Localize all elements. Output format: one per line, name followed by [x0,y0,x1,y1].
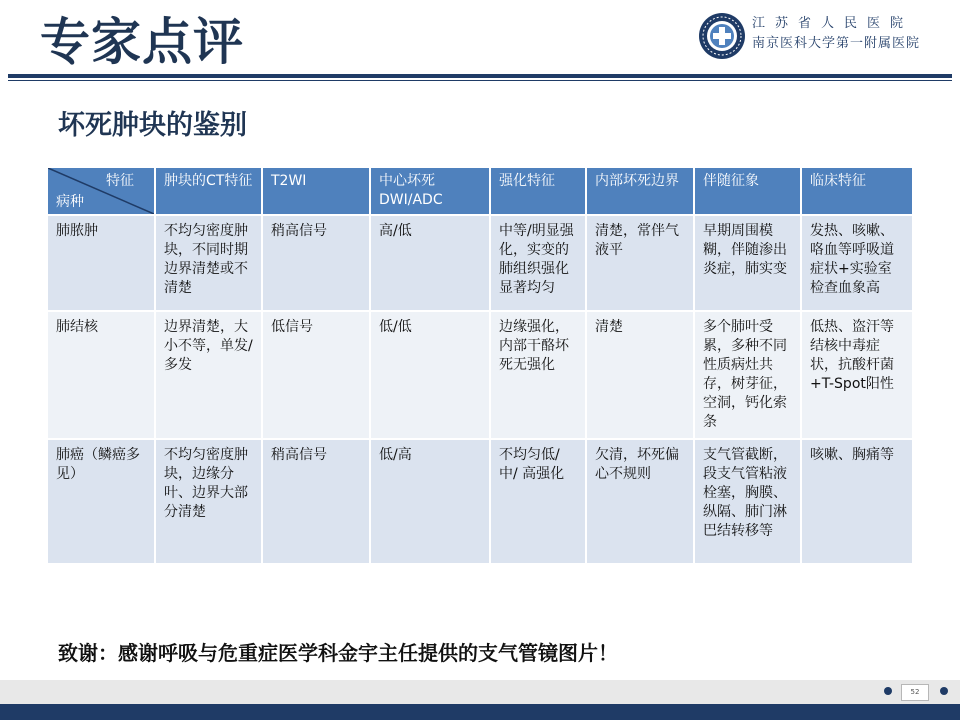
corner-feature-label: 特征 [106,173,134,189]
footer-bar [0,680,960,704]
header-divider [8,74,952,78]
table-cell: 稍高信号 [262,215,370,311]
column-header: 临床特征 [801,168,912,215]
acknowledgement-text: 致谢：感谢呼吸与危重症医学科金宇主任提供的支气管镜图片！ [58,641,618,665]
table-cell: 中等/明显强化，实变的肺组织强化显著均匀 [490,215,586,311]
table-cell: 不均匀密度肿块，边缘分叶、边界大部分清楚 [155,439,262,563]
table-cell: 低信号 [262,311,370,439]
table-cell: 早期周围模糊，伴随渗出炎症，肺实变 [694,215,801,311]
slide-subtitle: 坏死肿块的鉴别 [58,110,247,141]
table-cell: 不均匀密度肿块，不同时期边界清楚或不清楚 [155,215,262,311]
column-header: 伴随征象 [694,168,801,215]
page-title: 专家点评 [40,13,244,71]
page-number: 52 [901,684,929,701]
table-cell: 低/低 [370,311,490,439]
table-cell: 高/低 [370,215,490,311]
hospital-logo-icon [698,12,746,60]
header-divider-thin [8,80,952,81]
column-header: 内部坏死边界 [586,168,694,215]
table-cell: 多个肺叶受累，多种不同性质病灶共存，树芽征，空洞，钙化索条 [694,311,801,439]
column-header: T2WI [262,168,370,215]
table-cell: 边界清楚，大小不等，单发/多发 [155,311,262,439]
row-disease: 肺癌（鳞癌多见） [48,439,155,563]
row-disease: 肺结核 [48,311,155,439]
table-row [48,311,912,439]
table-cell: 不均匀低/中/ 高强化 [490,439,586,563]
hospital-name-line2: 南京医科大学第一附属医院 [752,36,921,51]
corner-disease-label: 病种 [56,194,84,210]
hospital-name [752,14,942,54]
column-header: 中心坏死DWI/ADC [370,168,490,215]
column-header: 肿块的CT特征 [155,168,262,215]
table-cell: 清楚 [586,311,694,439]
table-cell: 低热、盗汗等结核中毒症状，抗酸杆菌+T-Spot阳性 [801,311,912,439]
table-row [48,215,912,311]
table-cell: 支气管截断，段支气管粘液栓塞，胸膜、纵隔、肺门淋巴结转移等 [694,439,801,563]
table-cell: 稍高信号 [262,439,370,563]
table-cell: 欠清，坏死偏心不规则 [586,439,694,563]
footer-dot-icon [940,687,948,695]
hospital-name-line1: 江苏省人民医院 [752,16,914,31]
table-cell: 低/高 [370,439,490,563]
table-cell: 发热、咳嗽、咯血等呼吸道症状+实验室检查血象高 [801,215,912,311]
table-corner-cell [48,168,155,215]
footer-band [0,704,960,720]
table-cell: 咳嗽、胸痛等 [801,439,912,563]
table-row [48,439,912,563]
footer-dot-icon [884,687,892,695]
column-header: 强化特征 [490,168,586,215]
differential-table [48,168,912,563]
table-cell: 边缘强化，内部干酪坏死无强化 [490,311,586,439]
table-cell: 清楚，常伴气液平 [586,215,694,311]
row-disease: 肺脓肿 [48,215,155,311]
table-header-row [48,168,912,215]
